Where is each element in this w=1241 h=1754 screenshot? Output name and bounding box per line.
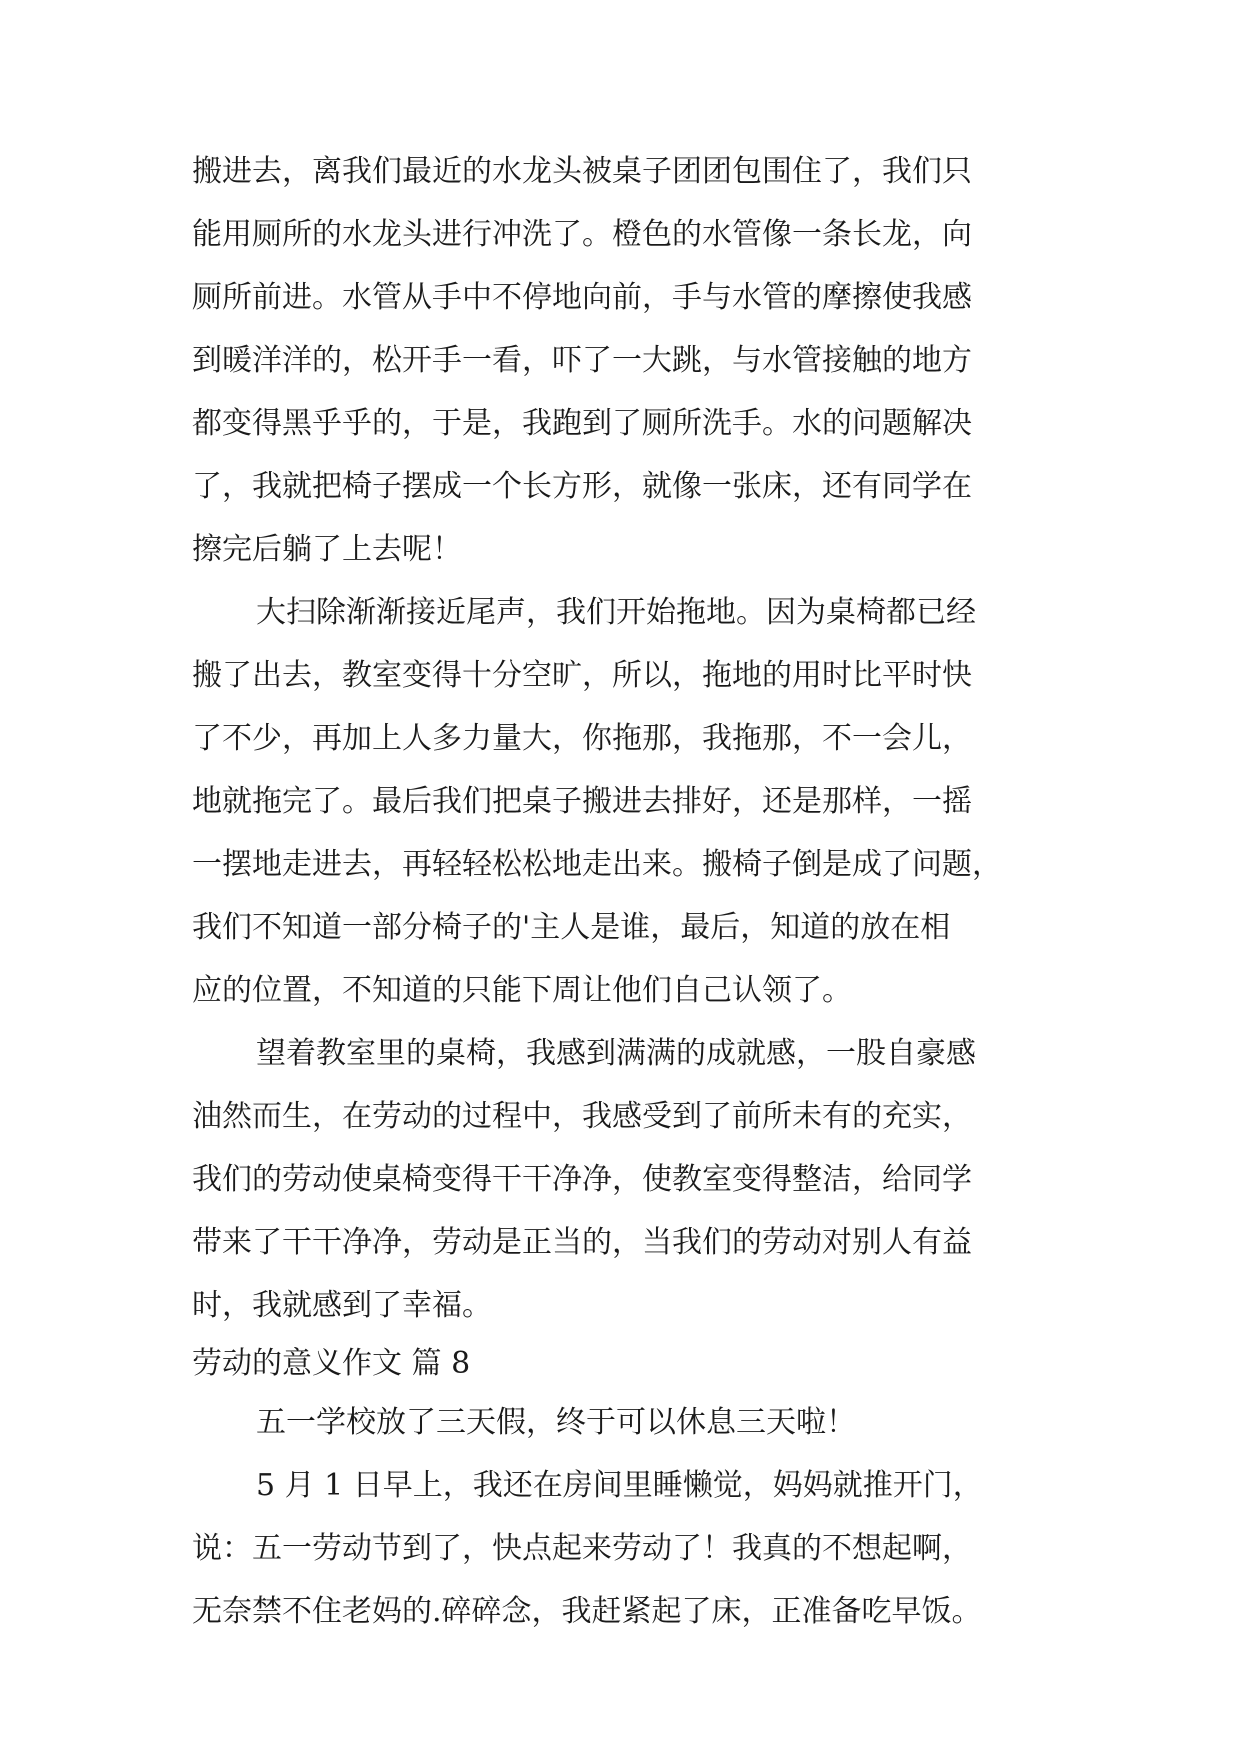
text-line xyxy=(0,961,1241,1021)
text-line-content: 了不少，再加上人多力量大，你拖那，我拖那，不一会儿， xyxy=(192,721,972,756)
text-line xyxy=(0,457,1241,517)
text-line xyxy=(0,520,1241,580)
text-line xyxy=(0,1393,1241,1453)
text-line-content: 5 月 1 日早上，我还在房间里睡懒觉，妈妈就推开门， xyxy=(256,1468,983,1503)
text-line xyxy=(0,583,1241,643)
text-line xyxy=(0,772,1241,832)
text-line xyxy=(0,709,1241,769)
text-line xyxy=(0,1276,1241,1336)
text-line-content: 带来了干干净净，劳动是正当的，当我们的劳动对别人有益 xyxy=(192,1225,972,1260)
text-line xyxy=(0,1519,1241,1579)
text-line-content: 时，我就感到了幸福。 xyxy=(192,1288,492,1323)
text-line-content: 搬进去，离我们最近的水龙头被桌子团团包围住了，我们只 xyxy=(192,154,972,189)
section-heading-text: 劳动的意义作文 篇 8 xyxy=(192,1346,471,1381)
text-line-content: 都变得黑乎乎的，于是，我跑到了厕所洗手。水的问题解决 xyxy=(192,406,972,441)
text-line-content: 能用厕所的水龙头进行冲洗了。橙色的水管像一条长龙，向 xyxy=(192,217,972,252)
text-line xyxy=(0,646,1241,706)
text-line xyxy=(0,898,1241,958)
text-line-content: 擦完后躺了上去呢！ xyxy=(192,532,462,567)
text-line-content: 说：五一劳动节到了，快点起来劳动了！我真的不想起啊， xyxy=(192,1531,972,1566)
section-heading xyxy=(0,1334,1241,1394)
text-line-content: 了，我就把椅子摆成一个长方形，就像一张床，还有同学在 xyxy=(192,469,972,504)
text-line-content: 地就拖完了。最后我们把桌子搬进去排好，还是那样，一摇 xyxy=(192,784,972,819)
text-line xyxy=(0,1024,1241,1084)
text-line xyxy=(0,1087,1241,1147)
text-line xyxy=(0,394,1241,454)
text-line xyxy=(0,835,1241,895)
text-line xyxy=(0,331,1241,391)
text-line-content: 厕所前进。水管从手中不停地向前，手与水管的摩擦使我感 xyxy=(192,280,972,315)
text-line-content: 我们不知道一部分椅子的'主人是谁，最后，知道的放在相 xyxy=(192,910,951,945)
text-line-content: 到暖洋洋的，松开手一看，吓了一大跳，与水管接触的地方 xyxy=(192,343,972,378)
text-line xyxy=(0,1213,1241,1273)
text-line xyxy=(0,1582,1241,1642)
text-line-content: 一摆地走进去，再轻轻松松地走出来。搬椅子倒是成了问题， xyxy=(192,847,1002,882)
text-line-content: 应的位置，不知道的只能下周让他们自己认领了。 xyxy=(192,973,852,1008)
text-line-content: 五一学校放了三天假，终于可以休息三天啦！ xyxy=(256,1405,856,1440)
text-line xyxy=(0,1150,1241,1210)
text-line-content: 望着教室里的桌椅，我感到满满的成就感，一股自豪感 xyxy=(256,1036,976,1071)
text-line xyxy=(0,205,1241,265)
text-line-content: 大扫除渐渐接近尾声，我们开始拖地。因为桌椅都已经 xyxy=(256,595,976,630)
text-line-content: 油然而生，在劳动的过程中，我感受到了前所未有的充实， xyxy=(192,1099,972,1134)
text-line xyxy=(0,142,1241,202)
text-line-content: 我们的劳动使桌椅变得干干净净，使教室变得整洁，给同学 xyxy=(192,1162,972,1197)
text-line-content: 搬了出去，教室变得十分空旷，所以，拖地的用时比平时快 xyxy=(192,658,972,693)
text-line xyxy=(0,268,1241,328)
text-line-content: 无奈禁不住老妈的.碎碎念，我赶紧起了床，正准备吃早饭。 xyxy=(192,1594,982,1629)
text-line xyxy=(0,1456,1241,1516)
